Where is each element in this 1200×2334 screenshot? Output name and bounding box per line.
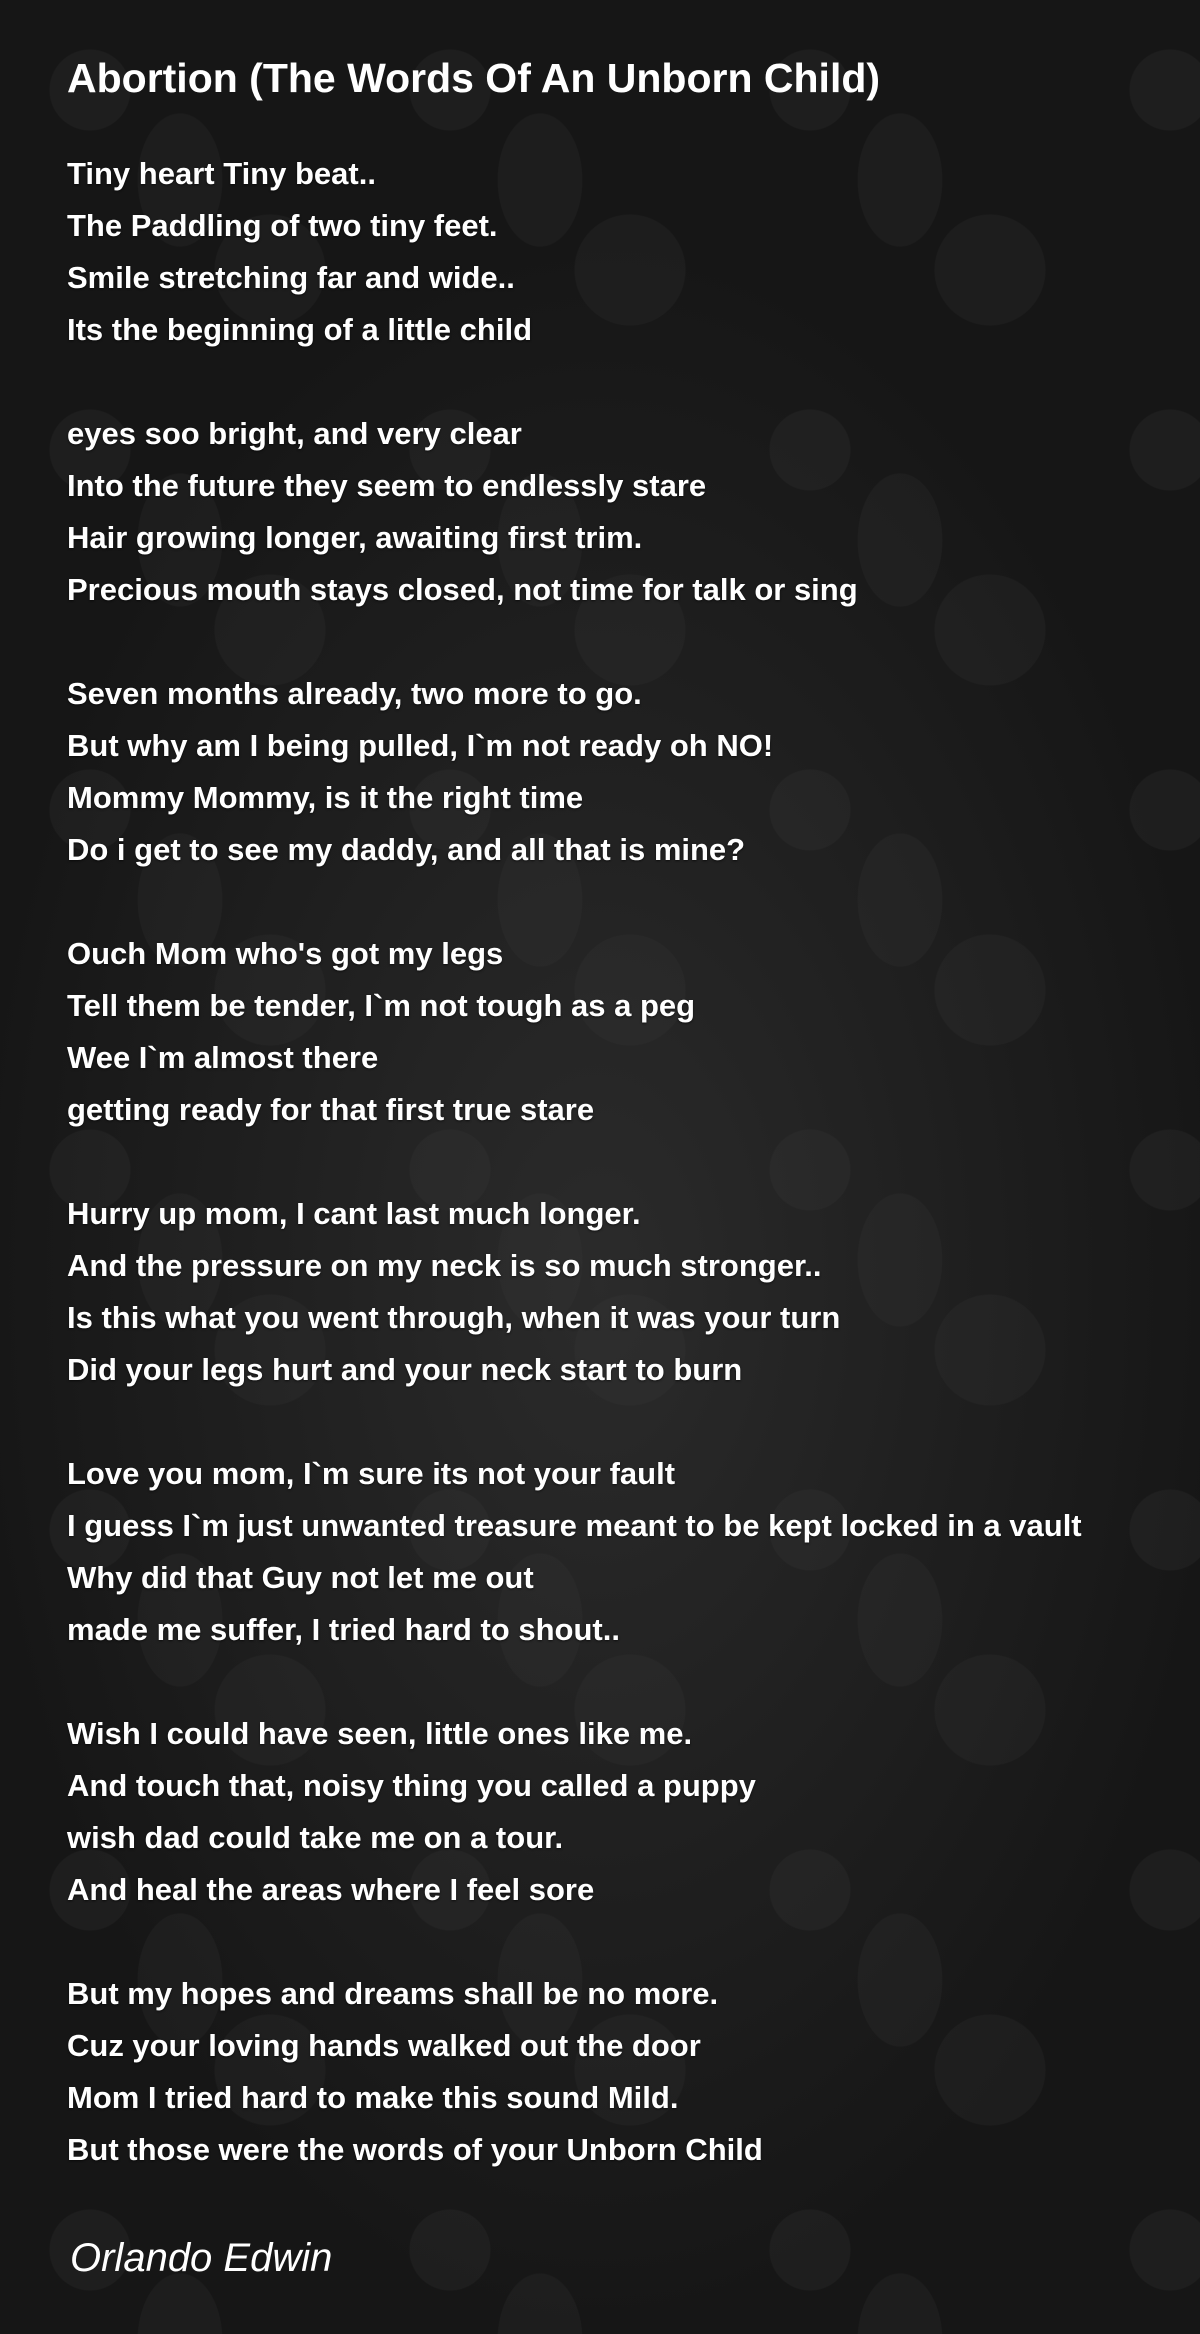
poem-line: Wish I could have seen, little ones like me. — [67, 1716, 693, 1751]
poem-line: Ouch Mom who's got my legs — [67, 936, 504, 971]
poem-body — [67, 148, 1082, 2228]
poem-stanza — [67, 1968, 1082, 2176]
poem-line: Mommy Mommy, is it the right time — [67, 780, 584, 815]
poem-stanza — [67, 148, 1082, 356]
poem-line: Tiny heart Tiny beat.. — [67, 156, 376, 191]
poem-line: Is this what you went through, when it was your turn — [67, 1300, 841, 1335]
poem-author: Orlando Edwin — [70, 2236, 333, 2280]
poem-line: Its the beginning of a little child — [67, 312, 532, 347]
poem-line: Why did that Guy not let me out — [67, 1560, 534, 1595]
poem-line: And touch that, noisy thing you called a puppy — [67, 1768, 756, 1803]
poem-line: Hurry up mom, I cant last much longer. — [67, 1196, 641, 1231]
poem-line: Did your legs hurt and your neck start to burn — [67, 1352, 743, 1387]
poem-line: Love you mom, I`m sure its not your fault — [67, 1456, 676, 1491]
poem-line: The Paddling of two tiny feet. — [67, 208, 498, 243]
poem-line: And the pressure on my neck is so much stronger.. — [67, 1248, 822, 1283]
poem-stanza — [67, 1448, 1082, 1656]
poem-stanza — [67, 408, 1082, 616]
poem-line: Hair growing longer, awaiting first trim. — [67, 520, 643, 555]
poem-stanza — [67, 1188, 1082, 1396]
poem-line: Do i get to see my daddy, and all that is mine? — [67, 832, 746, 867]
poem-line: Wee I`m almost there — [67, 1040, 379, 1075]
poem-line: Precious mouth stays closed, not time for talk or sing — [67, 572, 858, 607]
poem-line: Seven months already, two more to go. — [67, 676, 642, 711]
poem-line: getting ready for that first true stare — [67, 1092, 595, 1127]
poem-line: eyes soo bright, and very clear — [67, 416, 522, 451]
poem-line: And heal the areas where I feel sore — [67, 1872, 595, 1907]
poem-line: Into the future they seem to endlessly stare — [67, 468, 707, 503]
poem-line: Smile stretching far and wide.. — [67, 260, 515, 295]
poem-line: Cuz your loving hands walked out the door — [67, 2028, 701, 2063]
poem-line: Mom I tried hard to make this sound Mild. — [67, 2080, 679, 2115]
poem-line: But my hopes and dreams shall be no more. — [67, 1976, 719, 2011]
poem-line: But why am I being pulled, I`m not ready oh NO! — [67, 728, 774, 763]
poem-stanza — [67, 1708, 1082, 1916]
poem-title: Abortion (The Words Of An Unborn Child) — [67, 55, 881, 101]
poem-stanza — [67, 928, 1082, 1136]
poem-line: made me suffer, I tried hard to shout.. — [67, 1612, 620, 1647]
poem-line: But those were the words of your Unborn Child — [67, 2132, 763, 2167]
poem-line: Tell them be tender, I`m not tough as a peg — [67, 988, 696, 1023]
poem-line: I guess I`m just unwanted treasure meant to be kept locked in a vault — [67, 1508, 1082, 1543]
poem-stanza — [67, 668, 1082, 876]
poem-line: wish dad could take me on a tour. — [67, 1820, 564, 1855]
